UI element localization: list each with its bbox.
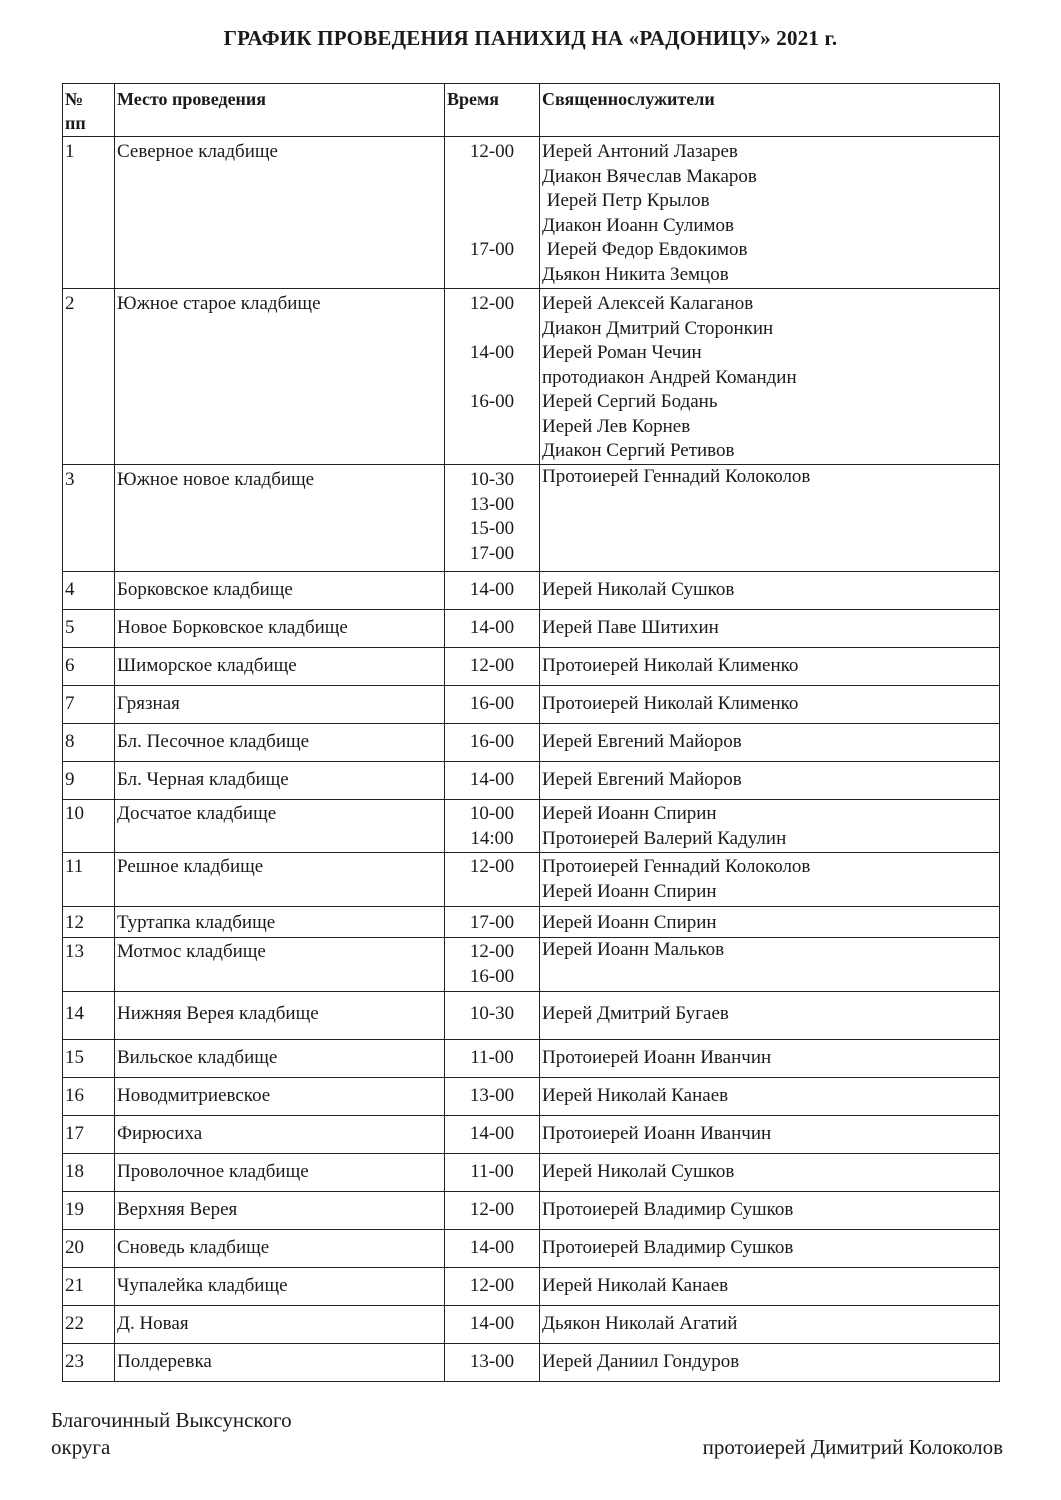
row-time — [445, 648, 540, 686]
time-value: 13-00 — [469, 1351, 515, 1372]
row-time — [445, 1268, 540, 1306]
row-place: Туртапка кладбище — [115, 907, 445, 938]
row-place: Южное новое кладбище — [115, 465, 445, 572]
clergy-name: Протоиерей Геннадий Колоколов — [542, 466, 811, 487]
table-row — [63, 1268, 1000, 1306]
row-clergy — [540, 1344, 1000, 1382]
clergy-name: Протоиерей Геннадий Колоколов — [542, 856, 811, 877]
row-clergy — [540, 800, 1000, 853]
time-value: 14-00 — [469, 617, 515, 638]
header-num: № пп — [63, 84, 115, 137]
clergy-name: Иерей Паве Шитихин — [542, 617, 719, 638]
row-place: Решное кладбище — [115, 853, 445, 907]
time-value — [447, 214, 537, 239]
row-clergy — [540, 1078, 1000, 1116]
row-number: 16 — [63, 1078, 115, 1116]
row-clergy — [540, 938, 1000, 992]
row-place: Шиморское кладбище — [115, 648, 445, 686]
time-value: 14-00 — [469, 1313, 515, 1334]
row-place: Чупалейка кладбище — [115, 1268, 445, 1306]
row-place: Северное кладбище — [115, 137, 445, 289]
row-number: 14 — [63, 992, 115, 1040]
row-time — [445, 289, 540, 465]
clergy-name: Протоиерей Иоанн Иванчин — [542, 1123, 772, 1144]
row-time — [445, 800, 540, 853]
time-value: 16-00 — [469, 965, 515, 987]
row-number: 20 — [63, 1230, 115, 1268]
row-time — [445, 1306, 540, 1344]
table-row — [63, 938, 1000, 992]
time-value: 12-00 — [469, 293, 515, 314]
row-place: Сноведь кладбище — [115, 1230, 445, 1268]
clergy-name: Протоиерей Николай Клименко — [542, 655, 799, 676]
time-value: 14:00 — [470, 827, 514, 849]
time-value: 12-00 — [469, 856, 515, 877]
time-value — [447, 189, 537, 214]
row-number: 22 — [63, 1306, 115, 1344]
time-value: 12-00 — [469, 141, 515, 162]
table-row — [63, 648, 1000, 686]
time-value: 17-00 — [469, 542, 515, 564]
time-value: 10-30 — [469, 1003, 515, 1024]
table-row — [63, 1040, 1000, 1078]
row-number: 6 — [63, 648, 115, 686]
row-clergy — [540, 648, 1000, 686]
row-time — [445, 992, 540, 1040]
table-row — [63, 1306, 1000, 1344]
clergy-name: Диакон Дмитрий Сторонкин — [542, 317, 774, 339]
row-place: Новодмитриевское — [115, 1078, 445, 1116]
row-place: Мотмос кладбище — [115, 938, 445, 992]
row-clergy — [540, 1154, 1000, 1192]
row-place: Проволочное кладбище — [115, 1154, 445, 1192]
page-title: ГРАФИК ПРОВЕДЕНИЯ ПАНИХИД НА «РАДОНИЦУ» 2021 г. — [223, 26, 838, 50]
row-number: 18 — [63, 1154, 115, 1192]
row-place: Д. Новая — [115, 1306, 445, 1344]
row-place: Фирюсиха — [115, 1116, 445, 1154]
row-place: Бл. Черная кладбище — [115, 762, 445, 800]
time-value: 16-00 — [469, 731, 515, 752]
header-clergy: Священнослужители — [540, 84, 1000, 137]
time-value: 15-00 — [469, 518, 515, 539]
clergy-name: Иерей Николай Канаев — [542, 1275, 729, 1296]
row-number: 21 — [63, 1268, 115, 1306]
time-value: 12-00 — [469, 1275, 515, 1296]
time-value: 11-00 — [470, 1047, 514, 1068]
row-clergy — [540, 724, 1000, 762]
row-time — [445, 572, 540, 610]
row-place: Борковское кладбище — [115, 572, 445, 610]
time-value: 14-00 — [469, 1123, 515, 1144]
table-row — [63, 800, 1000, 853]
row-clergy — [540, 1116, 1000, 1154]
table-row — [63, 1344, 1000, 1382]
row-place: Южное старое кладбище — [115, 289, 445, 465]
table-row — [63, 610, 1000, 648]
row-number: 9 — [63, 762, 115, 800]
row-number: 8 — [63, 724, 115, 762]
table-row — [63, 289, 1000, 465]
clergy-name: Диакон Вячеслав Макаров — [542, 165, 757, 187]
row-number: 19 — [63, 1192, 115, 1230]
row-clergy — [540, 907, 1000, 938]
time-value: 14-00 — [469, 342, 515, 363]
table-row — [63, 572, 1000, 610]
time-value: 14-00 — [469, 769, 515, 790]
table-header-row — [63, 84, 1000, 137]
row-time — [445, 724, 540, 762]
table-row — [63, 907, 1000, 938]
clergy-name: Иерей Дмитрий Бугаев — [542, 1003, 729, 1024]
signer-name: протоиерей Димитрий Колоколов — [702, 1435, 1003, 1459]
row-place: Верхняя Верея — [115, 1192, 445, 1230]
row-number: 11 — [63, 853, 115, 907]
table-row — [63, 1078, 1000, 1116]
row-number: 3 — [63, 465, 115, 572]
row-clergy — [540, 1192, 1000, 1230]
clergy-name: Иерей Даниил Гондуров — [542, 1351, 740, 1372]
row-time — [445, 1040, 540, 1078]
time-value: 13-00 — [469, 493, 515, 515]
time-value: 12-00 — [469, 941, 515, 962]
clergy-name: протодиакон Андрей Командин — [542, 366, 797, 388]
schedule-table — [62, 83, 1000, 1382]
time-value — [447, 317, 537, 342]
row-clergy — [540, 572, 1000, 610]
row-place: Новое Борковское кладбище — [115, 610, 445, 648]
clergy-name: Протоиерей Валерий Кадулин — [542, 827, 787, 849]
clergy-name: Иерей Антоний Лазарев — [542, 141, 738, 162]
time-value: 10-00 — [469, 803, 515, 824]
row-time — [445, 137, 540, 289]
row-clergy — [540, 1306, 1000, 1344]
clergy-name: Дьякон Николай Агатий — [542, 1313, 738, 1334]
time-value: 16-00 — [469, 693, 515, 714]
header-place: Место проведения — [115, 84, 445, 137]
clergy-name: Иерей Роман Чечин — [542, 342, 702, 363]
clergy-name: Диакон Сергий Ретивов — [542, 440, 735, 461]
clergy-name: Иерей Иоанн Мальков — [542, 939, 725, 960]
row-number: 10 — [63, 800, 115, 853]
row-time — [445, 610, 540, 648]
clergy-name: Иерей Сергий Бодань — [542, 391, 718, 412]
row-time — [445, 1078, 540, 1116]
time-value: 17-00 — [469, 912, 515, 933]
table-row — [63, 992, 1000, 1040]
row-number: 2 — [63, 289, 115, 465]
row-time — [445, 1154, 540, 1192]
clergy-name: Иерей Иоанн Спирин — [542, 880, 717, 902]
row-clergy — [540, 992, 1000, 1040]
header-time: Время — [445, 84, 540, 137]
row-clergy — [540, 137, 1000, 289]
row-number: 12 — [63, 907, 115, 938]
time-value: 12-00 — [469, 1199, 515, 1220]
row-place: Досчатое кладбище — [115, 800, 445, 853]
row-place: Полдеревка — [115, 1344, 445, 1382]
row-time — [445, 1230, 540, 1268]
clergy-name: Иерей Алексей Калаганов — [542, 293, 754, 314]
row-time — [445, 853, 540, 907]
row-clergy — [540, 762, 1000, 800]
table-row — [63, 137, 1000, 289]
row-place: Нижняя Верея кладбище — [115, 992, 445, 1040]
clergy-name: Иерей Иоанн Спирин — [542, 912, 717, 933]
row-clergy — [540, 465, 1000, 572]
row-number: 17 — [63, 1116, 115, 1154]
table-row — [63, 724, 1000, 762]
row-time — [445, 762, 540, 800]
row-place: Грязная — [115, 686, 445, 724]
time-value: 17-00 — [469, 239, 515, 260]
row-clergy — [540, 686, 1000, 724]
time-value: 14-00 — [469, 579, 515, 600]
time-value: 12-00 — [469, 655, 515, 676]
clergy-name: Иерей Евгений Майоров — [542, 769, 742, 790]
clergy-name: Иерей Петр Крылов — [542, 190, 710, 211]
clergy-name: Иерей Евгений Майоров — [542, 731, 742, 752]
time-value: 16-00 — [469, 391, 515, 412]
clergy-name: Протоиерей Иоанн Иванчин — [542, 1047, 772, 1068]
clergy-name: Иерей Иоанн Спирин — [542, 803, 717, 824]
row-clergy — [540, 1230, 1000, 1268]
clergy-name: Иерей Лев Корнев — [542, 415, 691, 437]
row-time — [445, 1192, 540, 1230]
table-row — [63, 1230, 1000, 1268]
table-row — [63, 853, 1000, 907]
table-row — [63, 762, 1000, 800]
row-clergy — [540, 610, 1000, 648]
row-number: 7 — [63, 686, 115, 724]
clergy-name: Иерей Николай Сушков — [542, 579, 735, 600]
row-clergy — [540, 1268, 1000, 1306]
row-number: 1 — [63, 137, 115, 289]
row-clergy — [540, 1040, 1000, 1078]
table-row — [63, 465, 1000, 572]
row-place: Вильское кладбище — [115, 1040, 445, 1078]
row-time — [445, 686, 540, 724]
signer-title: Благочинный Выксунского округа — [51, 1408, 292, 1459]
clergy-name: Протоиерей Владимир Сушков — [542, 1237, 794, 1258]
clergy-name: Иерей Николай Сушков — [542, 1161, 735, 1182]
table-row — [63, 1154, 1000, 1192]
row-number: 23 — [63, 1344, 115, 1382]
row-number: 13 — [63, 938, 115, 992]
row-number: 4 — [63, 572, 115, 610]
row-place: Бл. Песочное кладбище — [115, 724, 445, 762]
row-time — [445, 938, 540, 992]
row-clergy — [540, 853, 1000, 907]
time-value: 11-00 — [470, 1161, 514, 1182]
time-value: 13-00 — [469, 1085, 515, 1106]
row-time — [445, 1344, 540, 1382]
table-row — [63, 1116, 1000, 1154]
clergy-name: Протоиерей Николай Клименко — [542, 693, 799, 714]
clergy-name: Иерей Николай Канаев — [542, 1085, 729, 1106]
row-number: 5 — [63, 610, 115, 648]
row-time — [445, 907, 540, 938]
time-value — [447, 165, 537, 190]
time-value — [447, 366, 537, 391]
clergy-name: Иерей Федор Евдокимов — [542, 239, 748, 260]
time-value: 14-00 — [469, 1237, 515, 1258]
row-time — [445, 465, 540, 572]
row-clergy — [540, 289, 1000, 465]
row-time — [445, 1116, 540, 1154]
time-value: 10-30 — [469, 469, 515, 490]
clergy-name: Протоиерей Владимир Сушков — [542, 1199, 794, 1220]
row-number: 15 — [63, 1040, 115, 1078]
clergy-name: Диакон Иоанн Сулимов — [542, 214, 734, 236]
table-row — [63, 1192, 1000, 1230]
table-row — [63, 686, 1000, 724]
clergy-name: Дьякон Никита Земцов — [542, 263, 729, 285]
